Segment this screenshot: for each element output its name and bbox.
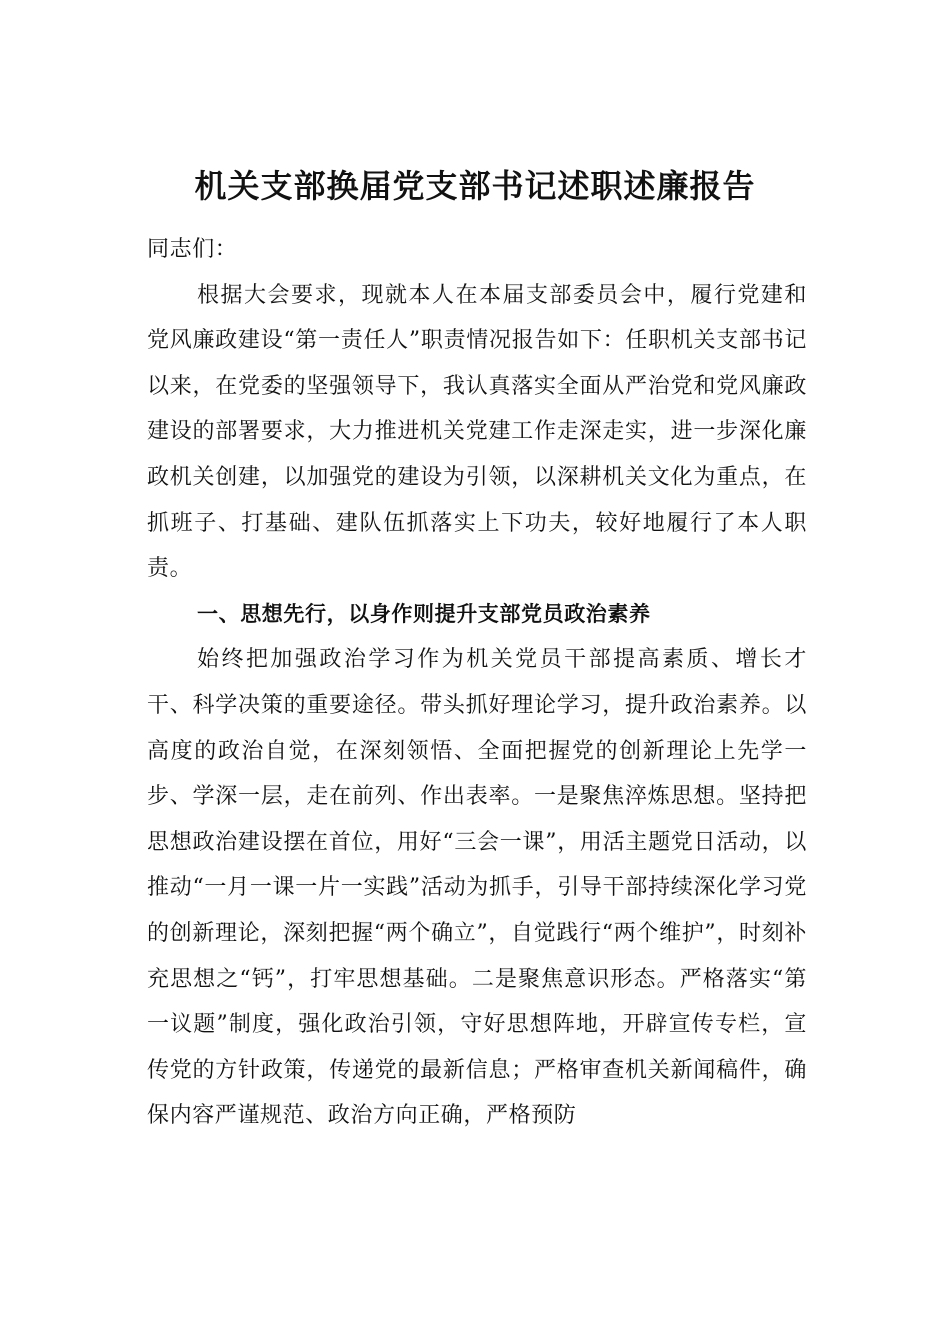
section-heading-1: 一、思想先行，以身作则提升支部党员政治素养 bbox=[197, 601, 651, 626]
document-body bbox=[147, 227, 807, 1139]
document-title: 机关支部换届党支部书记述职述廉报告 bbox=[194, 167, 756, 205]
salutation: 同志们： bbox=[147, 237, 238, 262]
paragraph-intro: 根据大会要求，现就本人在本届支部委员会中，履行党建和党风廉政建设“第一责任人”职责情况报告如下：任职机关支部书记以来，在党委的坚强领导下，我认真落实全面从严治党和党风廉政建设的部署要求，大力推进机关党建工作走深走实，进一步深化廉政机关创建，以加强党的建设为引领，以深耕机关文化为重点，在抓班子、打基础、建队伍抓落实上下功夫，较好地履行了本人职责。 bbox=[147, 282, 807, 582]
paragraph-section-1: 始终把加强政治学习作为机关党员干部提高素质、增长才干、科学决策的重要途径。带头抓好理论学习，提升政治素养。以高度的政治自觉，在深刻领悟、全面把握党的创新理论上先学一步、学深一层，走在前列、作出表率。一是聚焦淬炼思想。坚持把思想政治建设摆在首位，用好“三会一课”，用活主题党日活动，以推动“一月一课一片一实践”活动为抓手，引导干部持续深化学习党的创新理论，深刻把握“两个确立”，自觉践行“两个维护”，时刻补充思想之“钙”，打牢思想基础。二是聚焦意识形态。严格落实“第一议题”制度，强化政治引领，守好思想阵地，开辟宣传专栏，宣传党的方针政策，传递党的最新信息；严格审查机关新闻稿件，确保内容严谨规范、政治方向正确，严格预防 bbox=[147, 647, 807, 1129]
